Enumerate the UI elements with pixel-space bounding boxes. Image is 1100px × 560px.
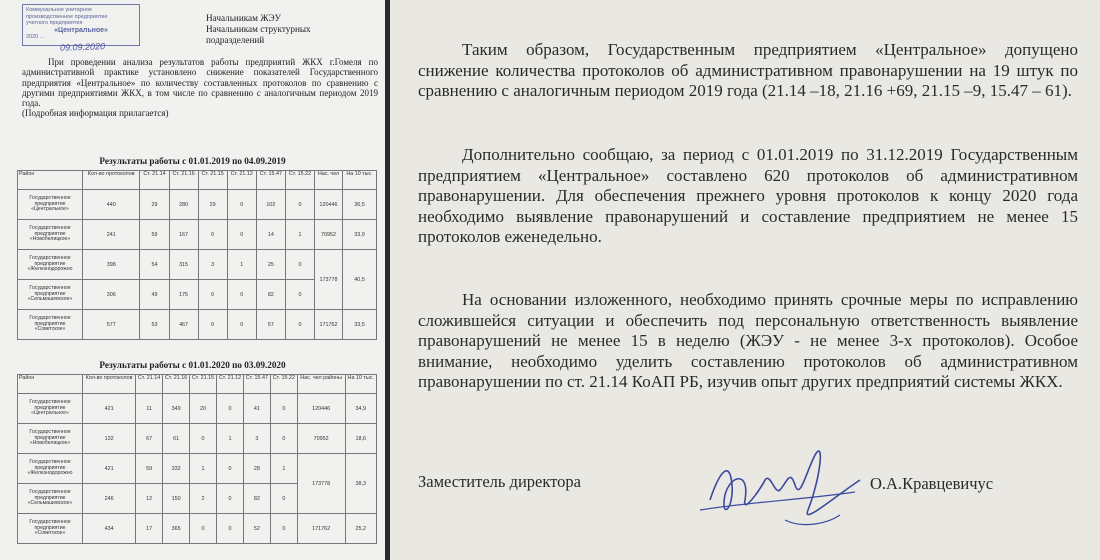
table-cell: 1 (216, 424, 243, 454)
table-cell-org: Государственное предприятие «Центральное» (18, 394, 83, 424)
table-cell: 3 (198, 250, 227, 280)
table-cell: 0 (198, 220, 227, 250)
table-cell: 12 (136, 484, 163, 514)
table-cell-per-10k: 33,5 (343, 310, 377, 340)
table-cell: 0 (270, 424, 297, 454)
results-table-2019 (17, 170, 377, 340)
table-cell: 59 (136, 454, 163, 484)
table-cell: 49 (140, 280, 169, 310)
table-cell: 0 (216, 394, 243, 424)
table-cell-population: 171762 (314, 310, 342, 340)
table-header-cell: Ст. 21.12 (227, 171, 256, 190)
table-cell: 61 (163, 424, 190, 454)
table-cell: 102 (256, 190, 285, 220)
table-cell: 0 (216, 454, 243, 484)
table-cell: 0 (227, 190, 256, 220)
table-cell: 332 (163, 454, 190, 484)
table-cell: 0 (285, 250, 314, 280)
intro-paragraph: При проведении анализа результатов работы предприятий ЖКХ г.Гомеля по административной практике установлено снижение показателей Государственного предприятия «Центральное» по количеству составленных протоколов по сравнению с другими предприятиями ЖКХ, в том числе по сравнению с аналогичным периодом 2019 года. (22, 57, 378, 109)
table-cell: 577 (83, 310, 140, 340)
table-cell: 0 (285, 280, 314, 310)
table-cell: 0 (285, 190, 314, 220)
table-cell-per-10k: 33,9 (343, 220, 377, 250)
table-cell: 20 (190, 394, 217, 424)
table-cell: 365 (163, 514, 190, 544)
table-header-cell: Нас. чел районы (297, 375, 345, 394)
table-header-cell: На 10 тыс. (345, 375, 376, 394)
intro-note: (Подробная информация прилагается) (22, 108, 169, 119)
paragraph-text: Таким образом, Государственным предприятием «Центральное» допущено снижение количества протоколов об административном правонарушении на 19 штук по сравнению с аналогичным периодом 2019 года (21.14 –18, 21.16 +69, 21.15 –9, 15.47 – 61). (418, 40, 1078, 101)
table-cell: 150 (163, 484, 190, 514)
addressee-line: подразделений (206, 35, 265, 45)
stamp-line-3: учетного предприятия (26, 20, 83, 26)
handwritten-signature (690, 440, 870, 535)
table-cell-population: 70952 (314, 220, 342, 250)
organization-stamp (22, 4, 140, 46)
table-row (18, 310, 377, 340)
addressee-line: Начальникам структурных (206, 24, 311, 34)
table-cell-org: Государственное предприятие «Сельмашевское» (18, 280, 83, 310)
paragraph-additional (418, 145, 1078, 248)
table-cell: 349 (163, 394, 190, 424)
paragraph-text: На основании изложенного, необходимо принять срочные меры по исправлению сложившейся ситуации и обеспечить под персональную ответственность выявление правонарушений не менее 15 в неделю (ЖЭУ - не менее 3-х протоколов). Особое внимание, необходимо уделить составлению протоколов об административном правонарушении по ст. 21.14 КоАП РБ, изучив опыт других предприятий системы ЖКХ. (418, 290, 1078, 392)
table-cell: 82 (243, 484, 270, 514)
table-cell: 29 (198, 190, 227, 220)
addressee-block (206, 13, 311, 46)
stamp-org: «Центральное» (54, 26, 108, 34)
table-row (18, 514, 377, 544)
table-cell-per-10k: 34,9 (345, 394, 376, 424)
table-cell-population: 171762 (297, 514, 345, 544)
table-header-cell: Кол-во протоколов (83, 171, 140, 190)
table-row (18, 220, 377, 250)
table-header-cell: Ст. 21.15 (190, 375, 217, 394)
table-cell: 14 (256, 220, 285, 250)
table-cell-org: Государственное предприятие «Советское» (18, 310, 83, 340)
table-cell: 280 (169, 190, 198, 220)
paragraph-text: Дополнительно сообщаю, за период с 01.01.2019 по 31.12.2019 Государственным предприятием «Центральное» составлено 620 протоколов об административном правонарушении. Для обеспечения прежнего уровня протоколов к концу 2020 года необходимо выявление правонарушений и составление предприятием не менее 15 протоколов еженедельно. (418, 145, 1078, 247)
table-2020-title: Результаты работы с 01.01.2020 по 03.09.2020 (99, 360, 286, 370)
table-cell: 306 (83, 280, 140, 310)
table-row (18, 454, 377, 484)
table-cell-per-10k: 40,5 (343, 250, 377, 310)
table-cell: 11 (136, 394, 163, 424)
table-header-cell: Ст. 21.16 (169, 171, 198, 190)
table-cell: 0 (216, 484, 243, 514)
table-cell: 3 (243, 424, 270, 454)
table-header-cell: Ст. 21.16 (163, 375, 190, 394)
table-cell: 440 (83, 190, 140, 220)
table-cell: 132 (83, 424, 136, 454)
table-cell: 421 (83, 394, 136, 424)
table-cell: 57 (256, 310, 285, 340)
table-cell-per-10k: 38,3 (345, 454, 376, 514)
signatory-name: О.А.Кравцевичус (870, 474, 994, 493)
table-cell: 1 (285, 220, 314, 250)
right-page (390, 0, 1100, 560)
table-cell: 0 (270, 514, 297, 544)
table-header-cell: Нас. чел (314, 171, 342, 190)
table-cell: 67 (136, 424, 163, 454)
paragraph-measures (418, 290, 1078, 393)
table-cell-population: 120446 (297, 394, 345, 424)
table-cell-org: Государственное предприятие «Железнодорожно (18, 250, 83, 280)
table-cell: 1 (190, 454, 217, 484)
table-cell: 0 (216, 514, 243, 544)
table-header-cell: Ст. 21.12 (216, 375, 243, 394)
table-cell: 246 (83, 484, 136, 514)
table-header-cell: Ст. 15.22 (270, 375, 297, 394)
table-cell: 398 (83, 250, 140, 280)
table-cell: 0 (190, 514, 217, 544)
table-cell: 434 (83, 514, 136, 544)
table-cell-org: Государственное предприятие «Новобелицкое» (18, 220, 83, 250)
table-cell: 2 (190, 484, 217, 514)
table-cell-population: 173778 (297, 454, 345, 514)
stamp-line-1: Коммунальное унитарное (26, 7, 93, 13)
table-cell: 52 (243, 514, 270, 544)
table-cell: 241 (83, 220, 140, 250)
left-page (0, 0, 385, 560)
table-cell-org: Государственное предприятие «Центральное» (18, 190, 83, 220)
table-header-cell: Ст. 21.14 (136, 375, 163, 394)
table-cell: 25 (256, 250, 285, 280)
signatory-title: Заместитель директора (418, 472, 581, 491)
table-header-cell: Ст. 15.47 (256, 171, 285, 190)
table-cell-per-10k: 36,5 (343, 190, 377, 220)
table-header-cell: Район (18, 375, 83, 394)
table-cell: 17 (136, 514, 163, 544)
table-cell: 175 (169, 280, 198, 310)
table-header-cell: На 10 тыс. (343, 171, 377, 190)
table-2019-title: Результаты работы с 01.01.2019 по 04.09.2019 (99, 156, 286, 166)
paragraph-conclusion (418, 40, 1078, 102)
stamp-footer: 2020 … (26, 34, 46, 40)
table-header-cell: Ст. 21.15 (198, 171, 227, 190)
results-table-2020 (17, 374, 377, 544)
table-cell-population: 70952 (297, 424, 345, 454)
table-cell-org: Государственное предприятие «Новобелицкое» (18, 424, 83, 454)
table-cell-per-10k: 25,2 (345, 514, 376, 544)
table-cell: 0 (198, 310, 227, 340)
table-cell: 421 (83, 454, 136, 484)
table-cell: 82 (256, 280, 285, 310)
table-row (18, 424, 377, 454)
table-cell: 59 (140, 220, 169, 250)
table-header-cell: Ст. 15.22 (285, 171, 314, 190)
table-row (18, 394, 377, 424)
table-cell: 0 (227, 280, 256, 310)
stamp-date: 09.09.2020 (59, 41, 106, 53)
table-cell-per-10k: 18,6 (345, 424, 376, 454)
table-cell: 315 (169, 250, 198, 280)
addressee-line: Начальникам ЖЭУ (206, 13, 282, 23)
table-cell: 0 (190, 424, 217, 454)
table-cell: 0 (198, 280, 227, 310)
table-header-cell: Кол-во протоколов (83, 375, 136, 394)
table-row (18, 250, 377, 280)
table-header-cell: Район (18, 171, 83, 190)
table-header-cell: Ст. 21.14 (140, 171, 169, 190)
table-cell-org: Государственное предприятие «Железнодорожно (18, 454, 83, 484)
table-cell: 0 (270, 394, 297, 424)
table-cell: 0 (285, 310, 314, 340)
table-cell-org: Государственное предприятие «Советское» (18, 514, 83, 544)
table-cell: 53 (140, 310, 169, 340)
table-cell-population: 173778 (314, 250, 342, 310)
table-cell: 167 (169, 220, 198, 250)
table-cell: 1 (227, 250, 256, 280)
table-cell: 1 (270, 454, 297, 484)
table-cell: 29 (140, 190, 169, 220)
table-cell-population: 120446 (314, 190, 342, 220)
table-row (18, 190, 377, 220)
stamp-line-2: производственное предприятие (26, 13, 108, 20)
table-header-row (18, 171, 377, 190)
table-cell: 0 (270, 484, 297, 514)
table-cell: 41 (243, 394, 270, 424)
table-header-cell: Ст. 15.47 (243, 375, 270, 394)
intro-text (22, 57, 378, 119)
table-cell: 54 (140, 250, 169, 280)
table-cell: 28 (243, 454, 270, 484)
table-cell: 0 (227, 310, 256, 340)
table-cell: 0 (227, 220, 256, 250)
table-cell: 467 (169, 310, 198, 340)
table-cell-org: Государственное предприятие «Сельмашевское» (18, 484, 83, 514)
table-header-row (18, 375, 377, 394)
